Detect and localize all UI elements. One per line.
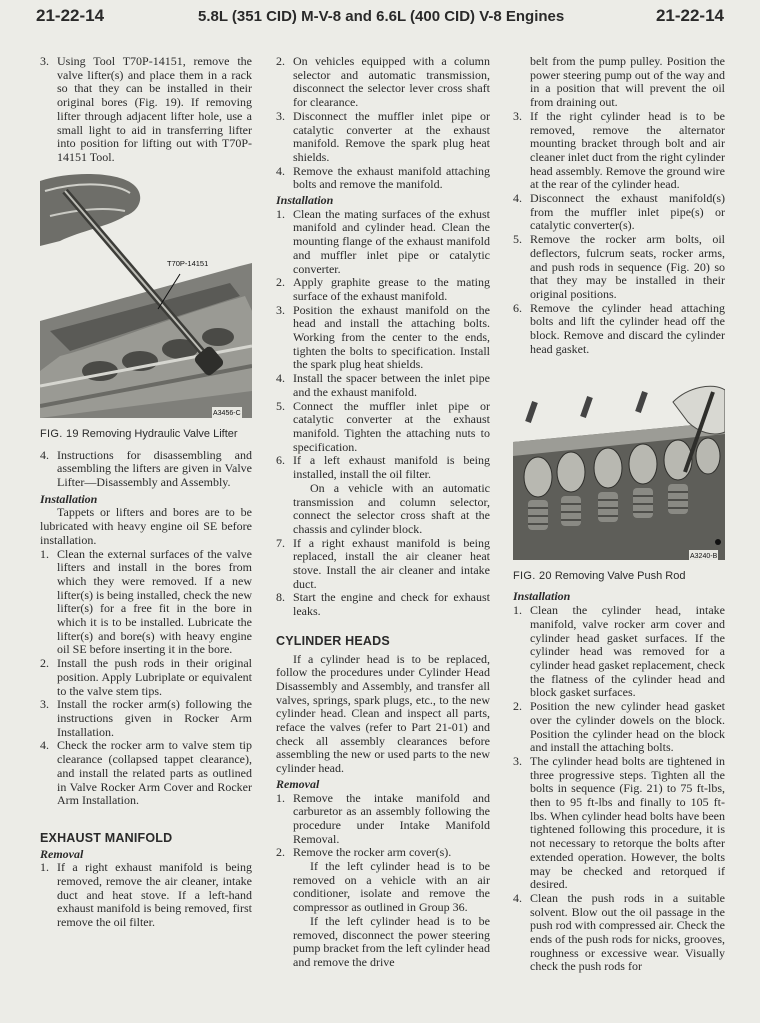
list-item: 2. Remove the rocker arm cover(s).	[276, 845, 452, 860]
list-item: 5. Connect the muffler inlet pipe or catalytic converter at the exhaust manifold. Tighten the attaching nuts to specification.	[276, 398, 490, 454]
list-item: 2. Position the new cylinder head gasket over the cylinder dowels on the block. Position the cylinder head on the block and install the attaching bolts.	[513, 699, 725, 755]
step-text: Start the engine and check for exhaust leaks.	[293, 590, 490, 619]
step-text: Install the push rods in their original position. Apply Lubriplate or equivalent to the valve stem tips.	[57, 656, 252, 698]
list-item: 2. Apply graphite grease to the mating surface of the exhaust manifold.	[276, 275, 490, 303]
step-text: Remove the rocker arm bolts, oil deflectors, fulcrum seats, rocker arms, and push rods in sequence (Fig. 20) so that they may be installed in their original positions.	[530, 232, 725, 301]
figure-code: A3456-C	[212, 407, 242, 418]
list-item: 1. Clean the cylinder head, intake manifold, valve rocker arm cover and cylinder head gasket surfaces. If the cylinder head was removed for a cylinder head gasket replacement, check the flatness of the cylinder head and block gasket surfaces.	[513, 603, 725, 700]
list-item: 1. Clean the mating surfaces of the exhust manifold and cylinder head. Clean the mounting flange of the exhaust manifold and muffler inlet pipe or catalytic converter.	[276, 206, 490, 276]
list-item: 1. If a right exhaust manifold is being removed, remove the air cleaner, intake duct and heat stove. If a left-hand exhaust manifold is being removed, first remove the oil filter.	[40, 860, 252, 930]
step-text: Position the new cylinder head gasket over the cylinder dowels on the block. Position the cylinder head on the block and install the attaching bolts.	[530, 699, 725, 755]
list-item: 2. On vehicles equipped with a column selector and automatic transmission, disconnect the selector lever cross shaft for clearance.	[276, 54, 490, 110]
list-item: 3. Install the rocker arm(s) following the instructions given in Rocker Arm Installation.	[40, 697, 252, 739]
list-item: 6. Remove the cylinder head attaching bolts and lift the cylinder head off the block. Remove and discard the cylinder head gasket.	[513, 300, 725, 356]
step-text: Disconnect the exhaust manifold(s) from the muffler inlet pipe(s) or catalytic converter(s).	[530, 191, 725, 233]
column-left	[40, 55, 252, 930]
installation-heading: Installation	[276, 193, 334, 208]
list-item: 3. Disconnect the muffler inlet pipe or catalytic converter at the exhaust manifold. Remove the spark plug heat shields.	[276, 108, 490, 164]
list-item: 4. Clean the push rods in a suitable solvent. Blow out the oil passage in the push rod with compressed air. Check the ends of the push rods for nicks, grooves, roughness or excessive wear. Visually check the push rods for	[513, 890, 725, 974]
figure-20-caption	[513, 570, 725, 583]
list-item: 3. The cylinder head bolts are tightened in three progressive steps. Tighten all the bolts in sequence (Fig. 21) to 75 ft-lbs, then to 95 ft-lbs and finally to 105 ft-lbs. When cylinder head bolts have been tightened following this procedure, it is not necessary to retorque the bolts after extended operation. However, the bolts may be checked and retorqued if desired.	[513, 753, 725, 892]
step-text: Disconnect the muffler inlet pipe or catalytic converter at the exhaust manifold. Remove the spark plug heat shields.	[293, 108, 490, 164]
step-text: Clean the cylinder head, intake manifold, valve rocker arm cover and cylinder head gasket surfaces. If the cylinder head was removed for a cylinder head gasket replacement, check the flatness of the cylinder head and block gasket surfaces.	[530, 603, 725, 700]
list-item: 1. Remove the intake manifold and carburetor as an assembly following the procedure under Intake Manifold Removal.	[276, 790, 490, 846]
list-item: 4. Disconnect the exhaust manifold(s) from the muffler inlet pipe(s) or catalytic converter(s).	[513, 191, 725, 233]
step-text: Clean the external surfaces of the valve lifters and install in the bores from which they were removed. If a new lifter(s) is being installed, check the new lifter(s) for a free fit in the bore in which it is to be installed. Lubricate the lifter(s) and bore(s) with heavy engine oil SE before inserting it in the bore.	[57, 546, 252, 657]
list-item: 4. Check the rocker arm to valve stem tip clearance (collapsed tappet clearance), and install the related parts as outlined in Valve Rocker Arm Cover and Rocker Arm Installation.	[40, 738, 252, 808]
step-text: Remove the exhaust manifold attaching bolts and remove the manifold.	[293, 163, 490, 192]
page-number-right: 21-22-14	[655, 6, 724, 25]
step-text: Connect the muffler inlet pipe or catalytic converter at the exhaust manifold. Tighten the attaching nuts to specification.	[293, 398, 490, 454]
page-number-left: 21-22-14	[36, 6, 105, 25]
exhaust-manifold-heading: EXHAUST MANIFOLD	[40, 830, 173, 845]
installation-intro: Tappets or lifters and bores are to be lubricated with heavy engine oil SE before installation.	[40, 505, 252, 547]
list-item: 1. Clean the external surfaces of the valve lifters and install in the bores from which they were removed. If a new lifter(s) is being installed, check the new lifter(s) for a free fit in the bore in which it is to be installed. Lubricate the lifter(s) and bore(s) with heavy engine oil SE before inserting it in the bore.	[40, 546, 252, 657]
cylinder-heads-intro: If a cylinder head is to be replaced, follow the procedures under Cylinder Head Disassembly and Assembly, and transfer all valves, springs, spark plugs, etc., to the new cylinder head. Clean and inspect all parts, reface the valves (refer to Part 21-01) and check all assembly clearances before assembling the new or used parts to the new cylinder head.	[276, 651, 490, 776]
step-text: Check the rocker arm to valve stem tip clearance (collapsed tappet clearance), and install the related parts as outlined in Valve Rocker Arm Cover and Rocker Arm Installation.	[57, 738, 252, 808]
step-text: Install the rocker arm(s) following the instructions given in Rocker Arm Installation.	[57, 697, 252, 739]
step-note: If the left cylinder head is to be removed on a vehicle with an air conditioner, isolate and remove the compressor as outlined in Group 36.	[293, 859, 490, 915]
step-text: Using Tool T70P-14151, remove the valve lifter(s) and place them in a rack so that they can be installed in their original bores (Fig. 19). If removing lifter through adjacent lifter hole, use a small light to aid in transferring lifter into position for lifting out with T70P-14151 Tool.	[57, 54, 252, 164]
step-text: The cylinder head bolts are tightened in three progressive steps. Tighten all the bolts in sequence (Fig. 21) to 75 ft-lbs, then to 95 ft-lbs and finally to 105 ft-lbs. When cylinder head bolts have been tightened following this procedure, it is not necessary to retorque the bolts after extended operation. However, the bolts may be checked and retorqued if desired.	[530, 753, 725, 892]
step-text: Remove the cylinder head attaching bolts and lift the cylinder head off the block. Remove and discard the cylinder head gasket.	[530, 300, 725, 356]
list-item: 3. Using Tool T70P-14151, remove the valve lifter(s) and place them in a rack so that they can be installed in their original bores (Fig. 19). If removing lifter through adjacent lifter hole, use a small light to aid in transferring lifter into position for lifting out with T70P-14151 Tool.	[40, 54, 252, 164]
list-item: 4. Remove the exhaust manifold attaching bolts and remove the manifold.	[276, 163, 490, 192]
step-text: Clean the push rods in a suitable solvent. Blow out the oil passage in the push rod with compressed air. Check the ends of the push rods for nicks, grooves, roughness or excessive wear. Visually check the push rods for	[530, 890, 725, 974]
step-text: Apply graphite grease to the mating surface of the exhaust manifold.	[293, 275, 490, 303]
figure-caption-text: Removing Valve Push Rod	[554, 570, 686, 583]
page-header	[0, 6, 760, 32]
list-item: 3. Position the exhaust manifold on the head and install the attaching bolts. Working from the center to the ends, tighten the bolts to specification. Install the spark plug heat shields.	[276, 302, 490, 372]
list-item: 6. If a left exhaust manifold is being installed, install the oil filter.	[276, 453, 490, 482]
figure-19-caption	[40, 428, 252, 441]
list-item: 8. Start the engine and check for exhaust leaks.	[276, 590, 490, 619]
list-item: 4. Instructions for disassembling and assembling the lifters are given in Valve Lifter—Disassembly and Assembly.	[40, 447, 252, 490]
installation-heading: Installation	[513, 589, 571, 604]
step-text: If a right exhaust manifold is being replaced, install the air cleaner heat stove. Install the air cleaner and intake duct.	[293, 535, 490, 591]
tool-callout-label: T70P-14151	[166, 257, 209, 271]
step-text: Position the exhaust manifold on the head and install the attaching bolts. Working from the center to the ends, tighten the bolts to specification. Install the spark plug heat shields.	[293, 302, 490, 372]
list-item: 4. Install the spacer between the inlet pipe and the exhaust manifold.	[276, 371, 490, 399]
column-middle	[276, 55, 490, 970]
removal-heading: Removal	[276, 776, 320, 791]
step-text: If a right exhaust manifold is being removed, remove the air cleaner, intake duct and heat stove. If a left-hand exhaust manifold is being removed, first remove the oil filter.	[57, 860, 252, 930]
push-rod-illustration	[513, 382, 725, 560]
step-text: Remove the intake manifold and carburetor as an assembly following the procedure under Intake Manifold Removal.	[293, 790, 490, 846]
list-item: 3. If the right cylinder head is to be removed, remove the alternator mounting bracket through bolt and air cleaner inlet duct from the right cylinder head assembly. Remove the ground wire at the rear of the cylinder head.	[513, 108, 725, 192]
step-text: Instructions for disassembling and assembling the lifters are given in Valve Lifter—Disassembly and Assembly.	[57, 447, 252, 490]
step-text: On vehicles equipped with a column selector and automatic transmission, disconnect the selector lever cross shaft for clearance.	[293, 54, 490, 110]
figure-caption-text: Removing Hydraulic Valve Lifter	[81, 427, 238, 440]
cylinder-heads-heading: CYLINDER HEADS	[276, 633, 390, 648]
lifter-removal-illustration	[40, 171, 252, 418]
column-right	[513, 55, 725, 974]
list-item: 5. Remove the rocker arm bolts, oil deflectors, fulcrum seats, rocker arms, and push rods in sequence (Fig. 20) so that they may be installed in their original positions.	[513, 232, 725, 301]
list-item: 2. Install the push rods in their original position. Apply Lubriplate or equivalent to the valve stem tips.	[40, 656, 252, 698]
figure-19-image	[40, 171, 252, 418]
continued-text: belt from the pump pulley. Position the power steering pump out of the way and in a position that will prevent the oil from draining out.	[530, 54, 725, 110]
step-text: Remove the rocker arm cover(s).	[293, 845, 452, 860]
installation-heading: Installation	[40, 491, 98, 506]
step-note: On a vehicle with an automatic transmission and column selector, connect the selector cross shaft at the chassis and cylinder block.	[293, 480, 490, 536]
step-text: Install the spacer between the inlet pipe and the exhaust manifold.	[293, 371, 490, 399]
step-text: If a left exhaust manifold is being installed, install the oil filter.	[293, 453, 490, 482]
figure-number: FIG. 19	[40, 427, 79, 440]
list-item: 7. If a right exhaust manifold is being replaced, install the air cleaner heat stove. Install the air cleaner and intake duct.	[276, 535, 490, 591]
page-title: 5.8L (351 CID) M-V-8 and 6.6L (400 CID) V-8 Engines	[198, 8, 565, 25]
step-text: If the right cylinder head is to be removed, remove the alternator mounting bracket through bolt and air cleaner inlet duct from the right cylinder head assembly. Remove the ground wire at the rear of the cylinder head.	[530, 108, 725, 192]
figure-20-image	[513, 382, 725, 560]
step-note: If the left cylinder head is to be removed, disconnect the power steering pump bracket from the left cylinder head and remove the drive	[293, 913, 490, 969]
step-text: Clean the mating surfaces of the exhust manifold and cylinder head. Clean the mounting flange of the exhaust manifold and muffler inlet pipe or catalytic converter.	[293, 206, 490, 276]
figure-code: A3240-B	[689, 550, 718, 560]
removal-heading: Removal	[40, 846, 84, 861]
figure-number: FIG. 20	[513, 570, 552, 583]
